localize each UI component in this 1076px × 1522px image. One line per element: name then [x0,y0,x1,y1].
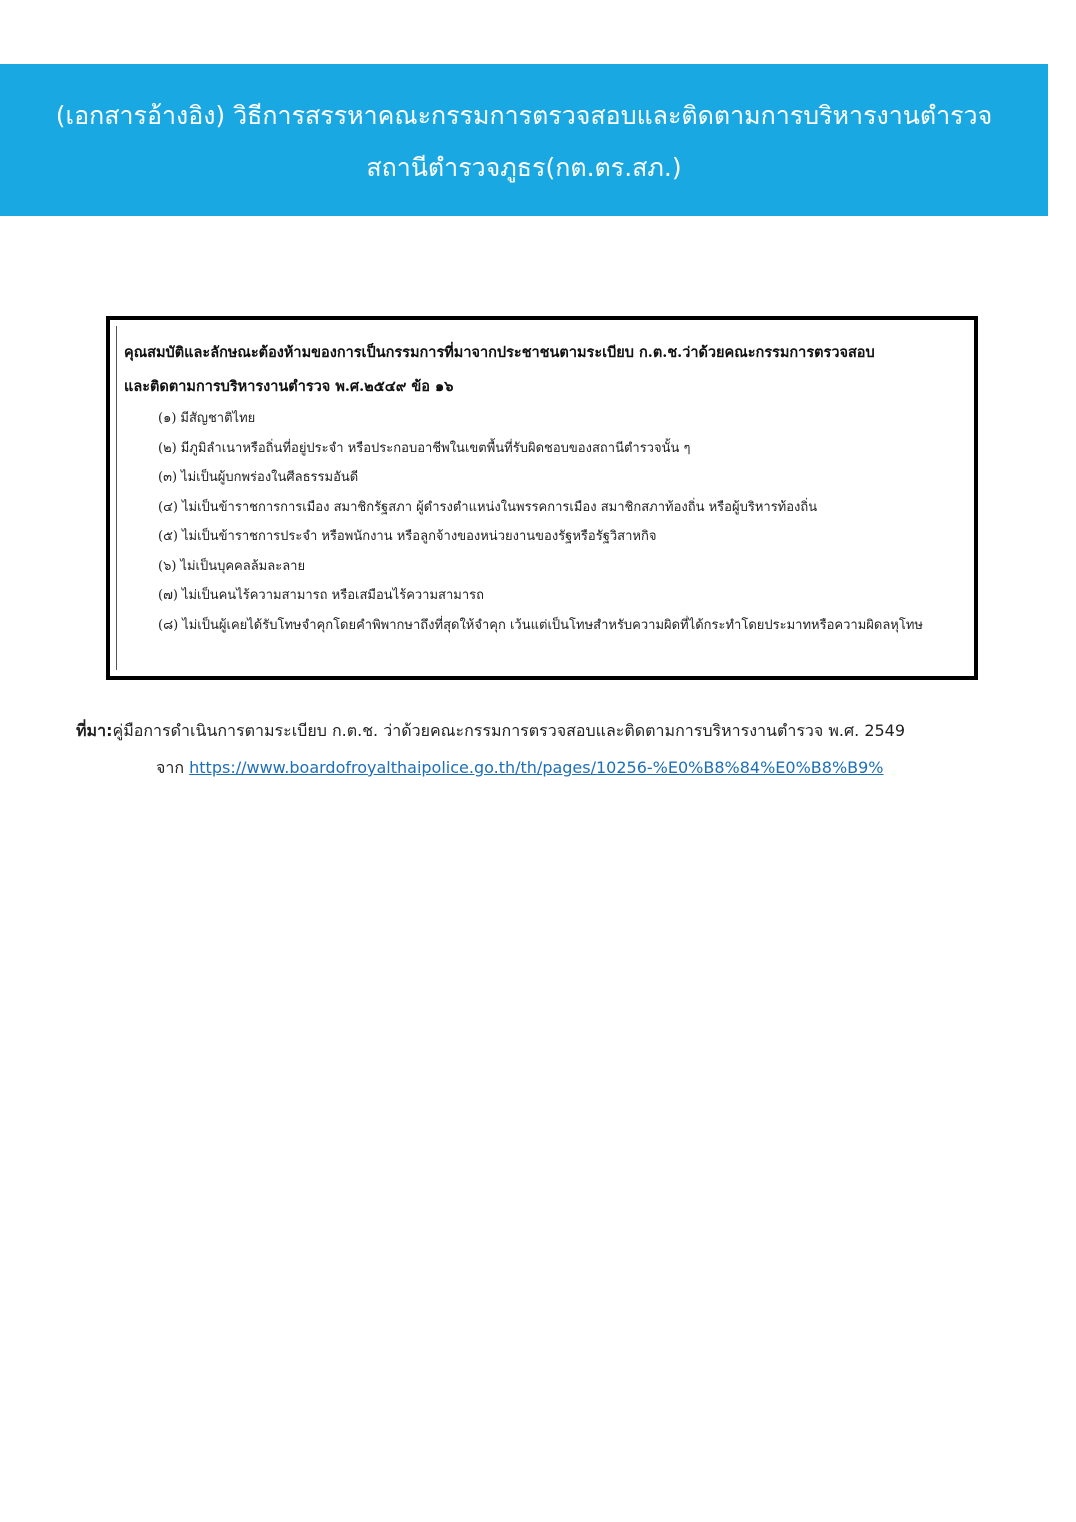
list-item [158,581,958,611]
qualification-list [158,404,958,640]
source-line [76,712,1036,749]
list-item [158,463,958,493]
item-text: มีภูมิลำเนาหรือถิ่นที่อยู่ประจำ หรือประกอบอาชีพในเขตพื้นที่รับผิดชอบของสถานีตำรวจนั้น ๆ [180,440,691,456]
item-number: (๗) [158,588,178,603]
item-text: ไม่เป็นผู้เคยได้รับโทษจำคุกโดยคำพิพากษาถึงที่สุดให้จำคุก เว้นแต่เป็นโทษสำหรับความผิดที่ได้กระทำโดยประมาทหรือความผิดลหุโทษ [182,617,923,633]
source-link[interactable]: https://www.boardofroyalthaipolice.go.th/th/pages/10256-%E0%B8%84%E0%B8%B9% [189,758,884,777]
list-item [158,552,958,582]
item-text: ไม่เป็นคนไร้ความสามารถ หรือเสมือนไร้ความสามารถ [181,588,485,603]
source-text: คู่มือการดำเนินการตามระเบียบ ก.ต.ช. ว่าด้วยคณะกรรมการตรวจสอบและติดตามการบริหารงานตำรวจ พ.ศ. 2549 [112,721,906,740]
item-number: (๔) [158,499,178,515]
document-heading-line-1: คุณสมบัติและลักษณะต้องห้ามของการเป็นกรรมการที่มาจากประชาชนตามระเบียบ ก.ต.ช.ว่าด้วยคณะกรรมการตรวจสอบ [124,344,875,361]
list-item [158,611,958,641]
source-label: ที่มา: [76,721,113,740]
item-number: (๖) [158,558,177,574]
item-number: (๘) [158,617,179,633]
source-citation [76,712,1036,786]
reference-document-image [106,316,978,680]
item-text: ไม่เป็นบุคคลล้มละลาย [180,558,306,574]
list-item [158,493,958,523]
page-title-line-1: (เอกสารอ้างอิง) วิธีการสรรหาคณะกรรมการตรวจสอบและติดตามการบริหารงานตำรวจ [55,101,993,130]
item-number: (๒) [158,440,177,456]
list-item [158,434,958,464]
title-banner [0,64,1048,216]
item-number: (๕) [158,529,178,544]
list-item [158,404,958,434]
item-text: ไม่เป็นข้าราชการประจำ หรือพนักงาน หรือลูกจ้างของหน่วยงานของรัฐหรือรัฐวิสาหกิจ [181,529,657,544]
document-heading [124,336,964,404]
source-url-line [76,749,1036,786]
item-text: ไม่เป็นผู้บกพร่องในศีลธรรมอันดี [181,470,359,485]
document-heading-line-2: และติดตามการบริหารงานตำรวจ พ.ศ.๒๕๔๙ ข้อ ๑๖ [124,378,454,395]
item-text: ไม่เป็นข้าราชการการเมือง สมาชิกรัฐสภา ผู้ดำรงตำแหน่งในพรรคการเมือง สมาชิกสภาท้องถิ่น หรือผู้บริหารท้องถิ่น [181,499,818,515]
item-text: มีสัญชาติไทย [180,411,256,426]
item-number: (๓) [158,470,178,485]
from-label: จาก [156,758,190,777]
page-title-line-2: สถานีตำรวจภูธร(กต.ตร.สภ.) [366,153,682,182]
item-number: (๑) [158,411,177,426]
list-item [158,522,958,552]
